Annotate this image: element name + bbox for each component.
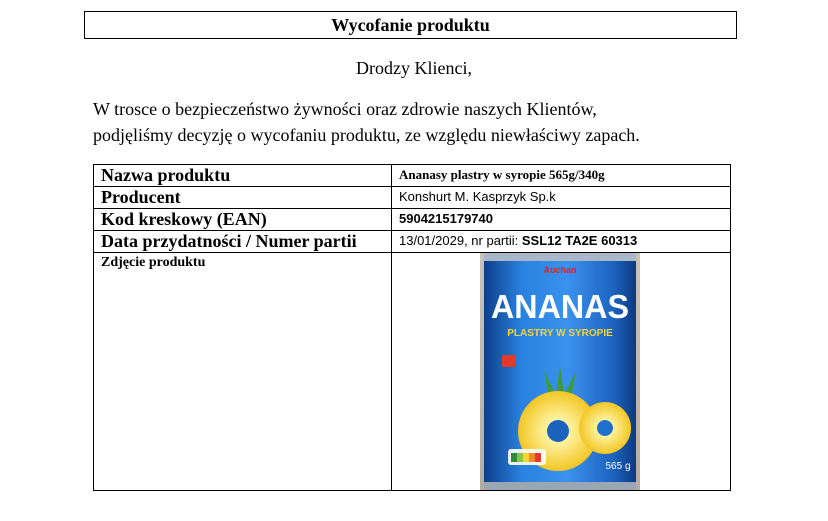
weight-label: 565 g <box>605 461 631 472</box>
body-line-1: W trosce o bezpieczeństwo żywności oraz zdrowie naszych Klientów, <box>93 99 597 119</box>
body-paragraph <box>93 96 793 148</box>
product-info-table <box>93 164 731 491</box>
brand-label: Auchan <box>543 265 577 275</box>
value-ean: 5904215179740 <box>392 209 731 231</box>
table-row <box>94 165 731 187</box>
product-subtitle: PLASTRY W SYROPIE <box>507 328 613 339</box>
value-producer: Konshurt M. Kasprzyk Sp.k <box>392 187 731 209</box>
value-batch: SSL12 TA2E 60313 <box>521 233 638 248</box>
body-line-2: podjęliśmy decyzję o wycofaniu produktu, ze względu niewłaściwy zapach. <box>93 125 640 145</box>
label-ean: Kod kreskowy (EAN) <box>94 209 392 231</box>
greeting: Drodzy Klienci, <box>356 58 472 78</box>
value-date-batch <box>392 231 731 253</box>
table-row <box>94 187 731 209</box>
pineapple-can-photo-icon <box>480 253 640 490</box>
photo-cell <box>392 253 731 491</box>
value-date: 13/01/2029, nr partii: <box>399 233 522 248</box>
label-producer: Producent <box>94 187 392 209</box>
page-title <box>84 11 737 39</box>
label-date-batch: Data przydatności / Numer partii <box>94 231 392 253</box>
product-photo <box>480 253 640 490</box>
product-word: ANANAS <box>491 288 629 325</box>
table-row <box>94 231 731 253</box>
label-product-name: Nazwa produktu <box>94 165 392 187</box>
label-photo: Zdjęcie produktu <box>94 253 392 491</box>
value-product-name: Ananasy plastry w syropie 565g/340g <box>392 165 731 187</box>
table-row <box>94 209 731 231</box>
page-title-text: Wycofanie produktu <box>331 14 490 35</box>
table-row <box>94 253 731 491</box>
